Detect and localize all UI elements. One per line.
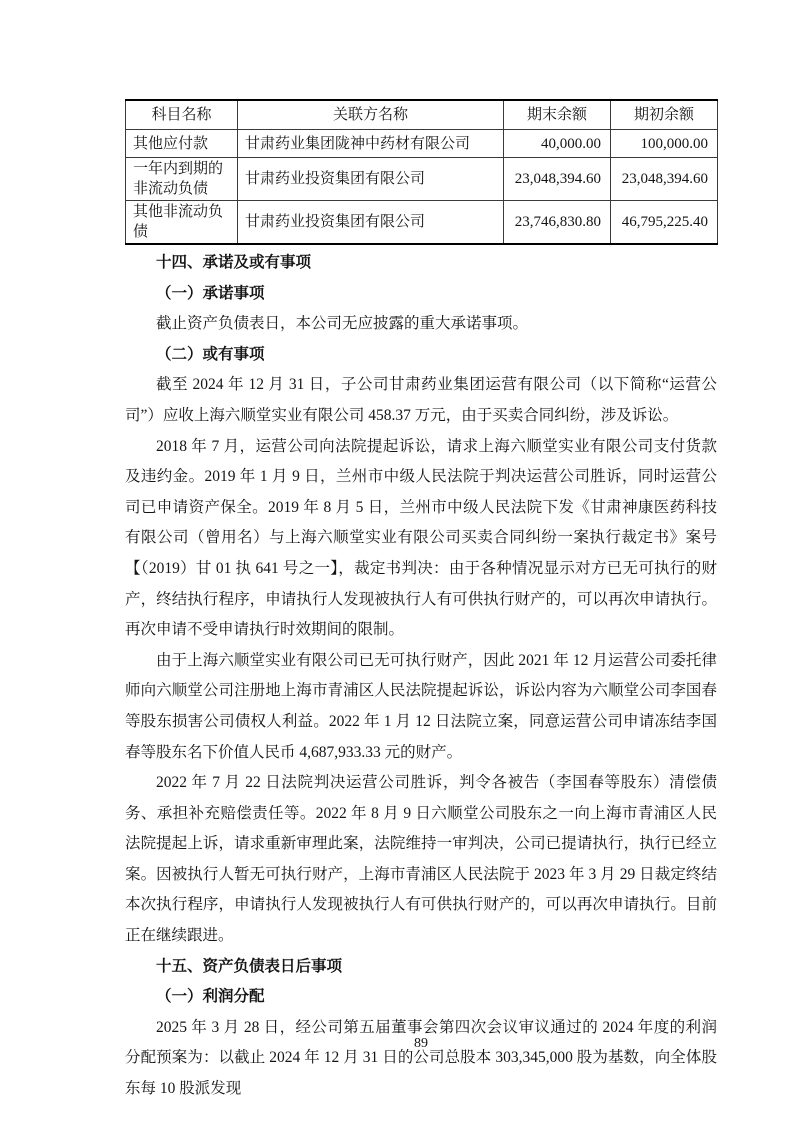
table-row [126, 201, 718, 245]
table-header-row [126, 100, 718, 130]
subsection-heading-14-2-contingencies: （二）或有事项 [156, 345, 265, 363]
paragraph-commitments: 截止资产负债表日，本公司无应披露的重大承诺事项。 [156, 315, 529, 333]
cell-beginning-balance: 100,000.00 [611, 130, 718, 158]
subsection-heading-14-1-commitments: （一）承诺事项 [156, 284, 265, 302]
related-party-balances-table [125, 99, 718, 245]
column-header-ending-balance: 期末余额 [504, 100, 611, 130]
paragraph-contingency-1: 截至 2024 年 12 月 31 日，子公司甘肃药业集团运营有限公司（以下简称“运营公司”）应收上海六顺堂实业有限公司 458.37 万元，由于买卖合同纠纷，涉及诉讼。 [125, 376, 717, 424]
page-number: 89 [414, 1036, 428, 1051]
body-text [125, 248, 717, 1105]
table-row [126, 130, 718, 158]
cell-subject: 其他非流动负债 [126, 201, 238, 245]
cell-subject: 其他应付款 [126, 130, 238, 158]
cell-related-party: 甘肃药业集团陇神中药材有限公司 [238, 130, 504, 158]
paragraph-contingency-4: 2022 年 7 月 22 日法院判决运营公司胜诉，判令各被告（李国春等股东）清偿债务、承担补充赔偿责任等。2022 年 8 月 9 日六顺堂公司股东之一向上海市青浦区人民法院提起上诉，请求重新审理此案，法院维持一审判决，公司已提请执行，执行已经立案。因被执行人暂无可执行财产，上海市青浦区人民法院于 2023 年 3 月 29 日裁定终结本次执行程序，申请执行人发现被执行人有可供执行财产的，可以再次申请执行。目前正在继续跟进。 [125, 774, 717, 945]
cell-beginning-balance: 46,795,225.40 [611, 201, 718, 245]
table-row [126, 158, 718, 201]
cell-ending-balance: 23,048,394.60 [504, 158, 611, 201]
cell-ending-balance: 23,746,830.80 [504, 201, 611, 245]
paragraph-profit-distribution: 2025 年 3 月 28 日，经公司第五届董事会第四次会议审议通过的 2024 年度的利润分配预案为：以截止 2024 年 12 月 31 日的公司总股本 303,345,000 股为基数，向全体股东每 10 股派发现 [125, 1018, 717, 1098]
column-header-beginning-balance: 期初余额 [611, 100, 718, 130]
cell-related-party: 甘肃药业投资集团有限公司 [238, 201, 504, 245]
page-content [125, 99, 717, 1105]
section-heading-15: 十五、资产负债表日后事项 [156, 957, 343, 975]
subsection-heading-15-1-profit-distribution: （一）利润分配 [156, 988, 265, 1006]
paragraph-contingency-2: 2018 年 7 月，运营公司向法院提起诉讼，请求上海六顺堂实业有限公司支付货款及违约金。2019 年 1 月 9 日，兰州市中级人民法院于判决运营公司胜诉，同时运营公司已申请资产保全。2019 年 8 月 5 日，兰州市中级人民法院下发《甘肃神康医药科技有限公司（曾用名）与上海六顺堂实业有限公司买卖合同纠纷一案执行裁定书》案号【（2019）甘 01 执 641 号之一】，裁定书判决：由于各种情况显示对方已无可执行的财产，终结执行程序，申请执行人发现被执行人有可供执行财产的，可以再次申请执行。再次申请不受申请执行时效期间的限制。 [125, 437, 717, 639]
column-header-related-party: 关联方名称 [238, 100, 504, 130]
cell-subject: 一年内到期的非流动负债 [126, 158, 238, 201]
cell-beginning-balance: 23,048,394.60 [611, 158, 718, 201]
paragraph-contingency-3: 由于上海六顺堂实业有限公司已无可执行财产，因此 2021 年 12 月运营公司委托律师向六顺堂公司注册地上海市青浦区人民法院提起诉讼，诉讼内容为六顺堂公司李国春等股东损害公司债权人利益。2022 年 1 月 12 日法院立案，同意运营公司申请冻结李国春等股东名下价值人民币 4,687,933.33 元的财产。 [125, 651, 717, 761]
section-heading-14: 十四、承诺及或有事项 [156, 254, 312, 271]
cell-related-party: 甘肃药业投资集团有限公司 [238, 158, 504, 201]
cell-ending-balance: 40,000.00 [504, 130, 611, 158]
column-header-subject: 科目名称 [126, 100, 238, 130]
